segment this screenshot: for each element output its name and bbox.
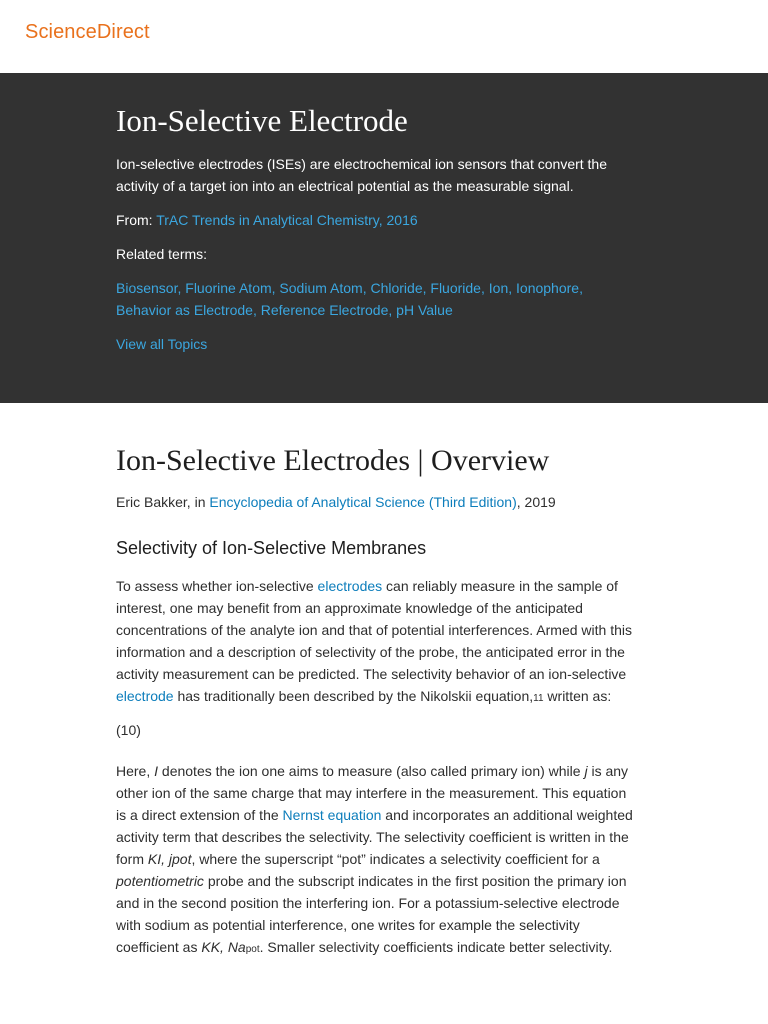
related-term-link[interactable]: Sodium Atom [279,280,363,296]
encyclopedia-link[interactable]: Encyclopedia of Analytical Science (Third Edition) [209,494,517,510]
potentiometric-term: potentiometric [116,873,204,889]
text: probe and the subscript indicates in the first position the primary ion and in the second position the interfering ion. For a potassium-selective electrode with sodium as potential interference, one writes for example the selectivity coefficient as [116,873,627,955]
reference-11[interactable]: 11 [533,693,544,704]
paragraph-2 [116,760,639,961]
related-term-separator: , [422,280,431,296]
related-term-link[interactable]: Fluoride [430,280,481,296]
from-label: From: [116,212,157,228]
sciencedirect-logo[interactable]: ScienceDirect [25,21,150,43]
text: , where the superscript “pot” indicates a selectivity coefficient for a [191,851,600,867]
topic-summary-content [116,103,636,355]
text: To assess whether ion-selective [116,578,318,594]
var-i: I [154,763,159,779]
text: denotes the ion one aims to measure (also called primary ion) while [158,763,585,779]
topic-summary [0,73,768,403]
topic-title: Ion-Selective Electrode [116,103,408,138]
topic-definition: Ion-selective electrodes (ISEs) are electrochemical ion sensors that convert the activity of a target ion into an electrical potential as the measurable signal. [116,156,608,194]
source-link[interactable]: TrAC Trends in Analytical Chemistry, 2016 [156,212,418,228]
view-all-topics [116,333,636,355]
related-term-link[interactable]: Reference Electrode [260,302,389,318]
related-terms-list [116,277,636,321]
equation-number: (10) [116,722,141,738]
text: written as: [543,688,612,704]
article-byline [116,491,639,513]
text: Here, [116,763,155,779]
text: and incorporates an additional weighted activity term that describes the selectivity. The selectivity coefficient is written in the form [116,807,633,867]
view-all-topics-link[interactable]: View all Topics [116,336,208,352]
section-heading: Selectivity of Ion-Selective Membranes [116,538,427,558]
related-term-separator: , [579,280,583,296]
related-term-link[interactable]: Ion [488,280,509,296]
top-bar [0,0,768,73]
related-term-link[interactable]: Chloride [370,280,423,296]
related-term-link[interactable]: Biosensor [116,280,178,296]
related-term-separator: , [252,302,261,318]
related-term-separator: , [271,280,280,296]
related-term-separator: , [177,280,186,296]
coefficient-ki-jpot: KI, jpot [147,851,192,867]
text: has traditionally been described by the Nikolskii equation, [173,688,534,704]
related-term-link[interactable]: Ionophore [516,280,580,296]
coefficient-kk-na-pot: pot [245,944,260,955]
electrode-link[interactable]: electrode [116,688,174,704]
electrodes-link[interactable]: electrodes [317,578,383,594]
paragraph-1 [116,575,639,710]
article-title: Ion-Selective Electrodes | Overview [116,444,550,477]
nernst-equation-link[interactable]: Nernst equation [282,807,382,823]
related-term-separator: , [508,280,517,296]
text: is any other ion of the same charge that may interfere in the measurement. This equation is a direct extension of the [116,763,629,823]
var-j: j [584,763,588,779]
related-term-link[interactable]: pH Value [396,302,453,318]
coefficient-kk-na: KK, Na [201,939,246,955]
author: Eric Bakker, in [116,494,210,510]
related-term-link[interactable]: Behavior as Electrode [116,302,253,318]
text: . Smaller selectivity coefficients indicate better selectivity. [259,939,613,955]
related-term-separator: , [388,302,397,318]
related-term-separator: , [480,280,489,296]
article [0,403,639,961]
related-terms-label: Related terms: [116,246,208,262]
year: , 2019 [516,494,556,510]
topic-source [116,209,636,231]
text: can reliably measure in the sample of interest, one may benefit from an approximate knowledge of the anticipated concentrations of the analyte ion and that of potential interferences. Armed with this information and a description of selectivity of the probe, the anticipated error in the activity measurement can be predicted. The selectivity behavior of an ion-selective [116,578,632,682]
related-term-separator: , [362,280,371,296]
related-term-link[interactable]: Fluorine Atom [185,280,272,296]
